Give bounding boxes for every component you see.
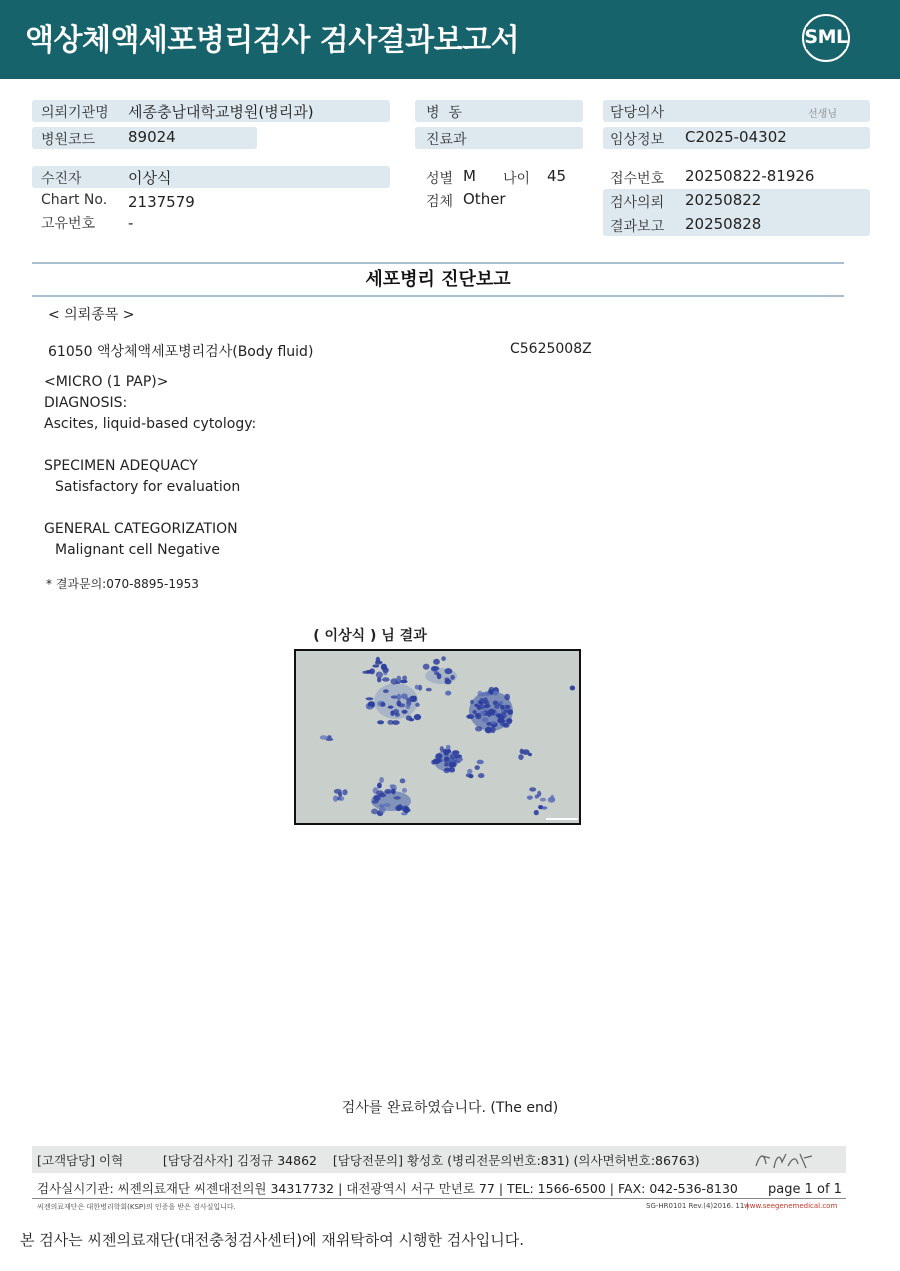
- footer-rule: [32, 1198, 846, 1199]
- page-number: page 1 of 1: [768, 1182, 842, 1197]
- requesting-org-label: 의뢰기관명: [41, 105, 109, 121]
- footer-staff-line: [고객담당] 이혁 [담당검사자] 김정규 34862 [담당전문의] 황성호 (병리전문의번호:831) (의사면허번호:86763): [37, 1153, 700, 1168]
- request-date-label: 검사의뢰: [610, 195, 665, 211]
- chart-no-value: 2137579: [128, 193, 195, 211]
- receipt-no-label: 접수번호: [610, 171, 665, 187]
- test-code-name: 61050 액상체액세포병리검사(Body fluid): [48, 344, 314, 360]
- report-title: 액상체액세포병리검사 검사결과보고서: [25, 23, 520, 58]
- requesting-org-value: 세종충남대학교병원(병리과): [128, 103, 314, 121]
- micro-line: <MICRO (1 PAP)>: [44, 374, 169, 390]
- end-text: 검사를 완료하였습니다. (The end): [341, 1100, 559, 1116]
- bottom-note: 본 검사는 씨젠의료재단(대전충청검사센터)에 재위탁하여 시행한 검사입니다.: [20, 1231, 524, 1249]
- doctor-suffix: 선생님: [808, 109, 837, 120]
- report-date-value: 20250828: [685, 215, 762, 233]
- department-label: 진료과: [426, 132, 467, 148]
- patient-name-label: 수진자: [41, 171, 82, 187]
- logo-text: SML: [804, 26, 848, 48]
- request-items-heading: < 의뢰종목 >: [48, 307, 135, 323]
- categorization-text: Malignant cell Negative: [55, 542, 220, 558]
- footer-doc-code: SG-HR0101 Rev.(4)2016. 11 |: [646, 1202, 749, 1210]
- section-top-rule: [32, 262, 844, 264]
- adequacy-text: Satisfactory for evaluation: [55, 479, 241, 495]
- test-slide-code: C5625008Z: [510, 341, 592, 357]
- report-date-label: 결과보고: [610, 219, 665, 235]
- section-bottom-rule: [32, 295, 844, 297]
- ward-label: 병 동: [426, 105, 462, 121]
- unique-no-value: -: [128, 214, 134, 232]
- clinical-info-label: 임상정보: [610, 132, 665, 148]
- pathologist-signature: [752, 1148, 816, 1172]
- age-value: 45: [547, 167, 567, 185]
- footer-institution-line: 검사실시기관: 씨젠의료재단 씨젠대전의원 34317732 | 대전광역시 서구 만년로 77 | TEL: 1566-6500 | FAX: 042-536-8130: [37, 1181, 738, 1196]
- diagnosis-text: Ascites, liquid-based cytology:: [44, 416, 257, 432]
- footer-website-link[interactable]: www.seegenemedical.com: [744, 1202, 838, 1210]
- report-header: [0, 0, 900, 79]
- sex-label: 성별: [426, 171, 454, 187]
- doctor-label: 담당의사: [610, 105, 665, 121]
- footer-certification-note: 씨젠의료재단은 대한병리학회(KSP)의 인증을 받은 검사실입니다.: [37, 1203, 236, 1211]
- unique-no-label: 고유번호: [41, 216, 96, 232]
- section-title: 세포병리 진단보고: [365, 269, 511, 290]
- diagnosis-heading: DIAGNOSIS:: [44, 395, 128, 411]
- chart-no-label: Chart No.: [41, 192, 108, 208]
- cytology-micrograph: [294, 649, 581, 825]
- adequacy-heading: SPECIMEN ADEQUACY: [44, 458, 198, 474]
- image-caption: ( 이상식 ) 님 결과: [313, 628, 427, 644]
- sml-logo: [800, 12, 852, 64]
- cytology-micrograph-image: [296, 651, 579, 823]
- hospital-code-value: 89024: [128, 128, 176, 146]
- request-date-value: 20250822: [685, 191, 762, 209]
- hospital-code-label: 병원코드: [41, 132, 96, 148]
- specimen-label: 검체: [426, 194, 454, 210]
- patient-name-value: 이상식: [128, 169, 172, 187]
- specimen-value: Other: [463, 190, 506, 208]
- contact-note: * 결과문의:070-8895-1953: [46, 577, 199, 591]
- age-label: 나이: [503, 171, 531, 187]
- clinical-info-value: C2025-04302: [685, 128, 787, 146]
- patient-name-band: [32, 166, 390, 188]
- receipt-no-value: 20250822-81926: [685, 167, 815, 185]
- sex-value: M: [463, 167, 476, 185]
- categorization-heading: GENERAL CATEGORIZATION: [44, 521, 238, 537]
